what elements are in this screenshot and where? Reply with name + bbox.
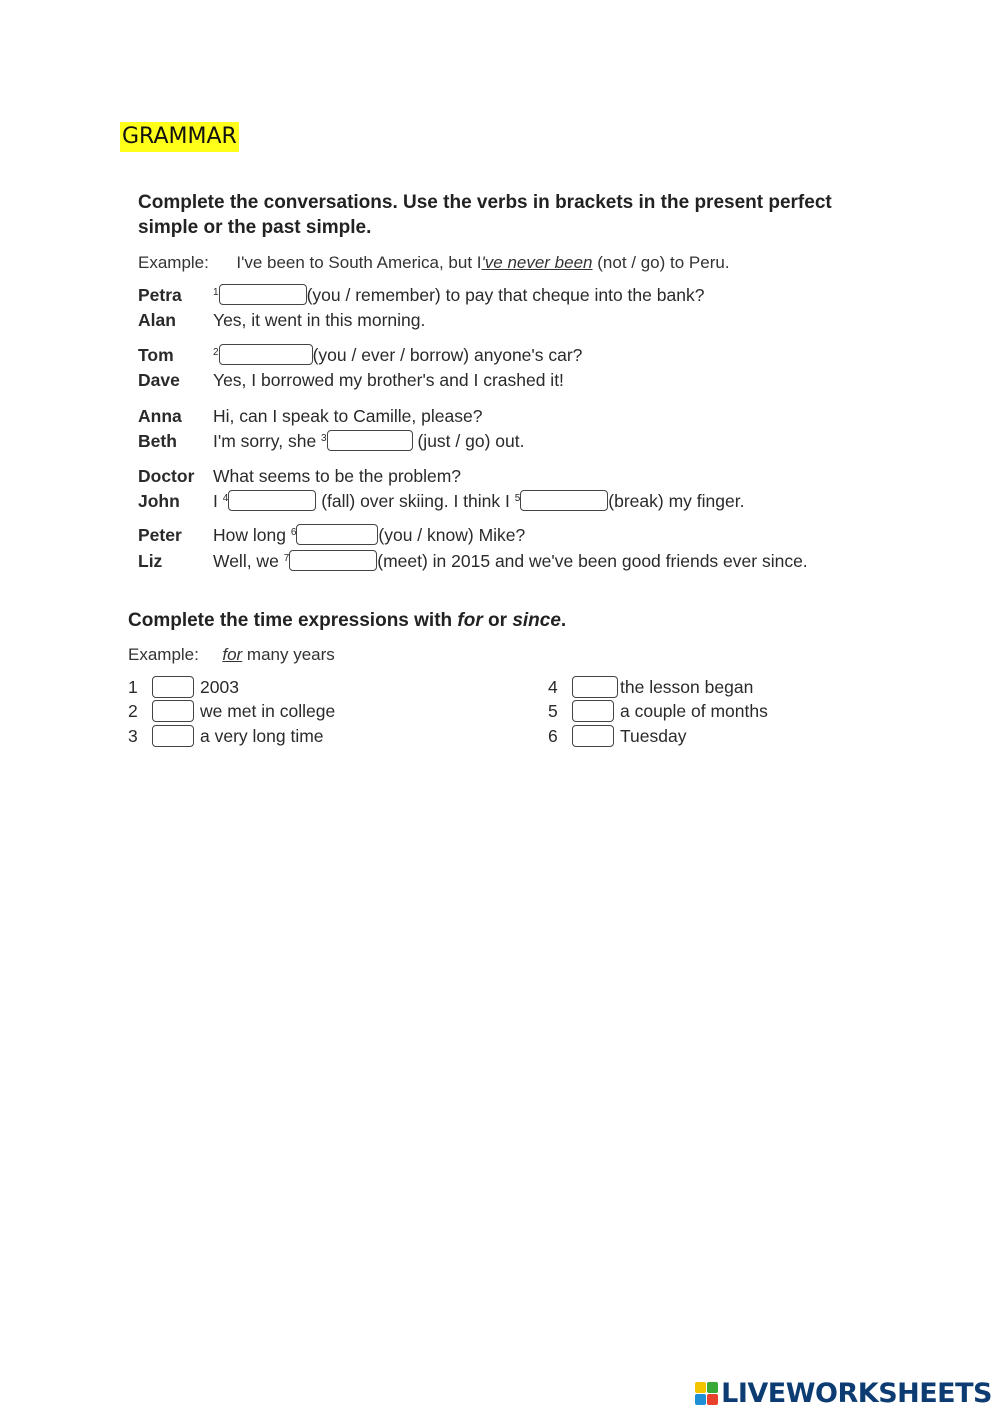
conversation-line-tom [138, 343, 582, 367]
line-after: (you / ever / borrow) anyone's car? [312, 345, 583, 365]
answer-box-1[interactable] [219, 284, 307, 305]
question-number: 6 [290, 527, 297, 538]
logo-square-green [707, 1382, 718, 1393]
logo-mark-icon [695, 1382, 718, 1405]
item-text: 2003 [200, 677, 239, 697]
answer-box-6[interactable] [296, 524, 378, 545]
for-since-box-1[interactable] [152, 676, 194, 698]
for-since-box-3[interactable] [152, 725, 194, 747]
line-before: I'm sorry, she [213, 431, 317, 451]
answer-box-4[interactable] [228, 490, 316, 511]
speaker-name: Doctor [138, 466, 195, 486]
line-after: (fall) over skiing. I think I [321, 491, 510, 511]
line-before: I [213, 491, 218, 511]
exercise1-instruction-line2: simple or the past simple. [138, 217, 372, 238]
logo-square-red [707, 1394, 718, 1405]
line-after: (you / remember) to pay that cheque into the bank? [306, 285, 705, 305]
question-number-5: 5 [514, 493, 521, 504]
conversation-line-anna [138, 404, 482, 428]
question-number: 4 [222, 493, 229, 504]
conversation-line-dave [138, 368, 564, 392]
conversation-line-liz [138, 549, 808, 573]
conversation-line-petra [138, 283, 704, 307]
example-before: I've been to South America, but I [236, 253, 482, 272]
speaker-name: Anna [138, 406, 182, 426]
answer-box-2[interactable] [219, 344, 313, 365]
speaker-name: Alan [138, 310, 176, 330]
answer-box-5[interactable] [520, 490, 608, 511]
item-text: a very long time [200, 726, 324, 746]
answer-box-3[interactable] [327, 430, 413, 451]
item-number: 6 [548, 726, 558, 746]
conversation-line-doctor [138, 464, 461, 488]
item-number: 5 [548, 701, 558, 721]
question-number: 1 [213, 287, 219, 298]
speaker-name: Beth [138, 431, 177, 451]
line-after: (you / know) Mike? [378, 525, 526, 545]
exercise1-example [138, 253, 730, 273]
question-number: 3 [321, 433, 327, 444]
example-after: (not / go) to Peru. [597, 253, 730, 272]
speaker-name: Liz [138, 551, 163, 571]
example-answer: 've never been [481, 253, 593, 272]
answer-box-7[interactable] [289, 550, 377, 571]
question-number: 2 [213, 347, 219, 358]
item-number: 2 [128, 701, 138, 721]
instruction-since: since [512, 610, 561, 631]
line-text: Yes, I borrowed my brother's and I crashed it! [213, 370, 564, 390]
speaker-name: Peter [138, 525, 182, 545]
speaker-name: Dave [138, 370, 180, 390]
item-number: 1 [128, 677, 138, 697]
item-number: 3 [128, 726, 138, 746]
logo-square-yellow [695, 1382, 706, 1393]
example-answer: for [222, 645, 243, 664]
line-after: (just / go) out. [417, 431, 525, 451]
for-since-box-5[interactable] [572, 700, 614, 722]
conversation-line-peter [138, 523, 525, 547]
for-since-box-4[interactable] [572, 676, 618, 698]
example-after: many years [246, 645, 335, 664]
logo-text: LIVEWORKSHEETS [721, 1378, 992, 1409]
item-text: we met in college [200, 701, 336, 721]
time-expression-item-2 [128, 699, 335, 723]
time-expression-item-4 [548, 675, 753, 699]
instruction-for: for [457, 610, 483, 631]
item-number: 4 [548, 677, 558, 697]
conversation-line-beth [138, 429, 524, 453]
exercise2-example [128, 645, 335, 665]
question-number: 7 [283, 553, 290, 564]
time-expression-item-5 [548, 699, 768, 723]
time-expression-item-1 [128, 675, 239, 699]
speaker-name: Tom [138, 345, 174, 365]
instruction-start: Complete the time expressions with [128, 610, 453, 631]
line-text: Yes, it went in this morning. [213, 310, 426, 330]
item-text: the lesson began [620, 677, 754, 697]
line-after-2: (break) my finger. [608, 491, 745, 511]
conversation-line-john [138, 489, 744, 513]
instruction-or: or [488, 610, 508, 631]
example-label: Example: [138, 253, 209, 272]
conversation-line-alan [138, 308, 425, 332]
exercise1-instruction-line1: Complete the conversations. Use the verbs in brackets in the present perfect [138, 192, 832, 213]
liveworksheets-logo [695, 1378, 992, 1409]
example-label: Example: [128, 645, 199, 664]
time-expression-item-3 [128, 724, 324, 748]
for-since-box-2[interactable] [152, 700, 194, 722]
item-text: Tuesday [620, 726, 687, 746]
logo-square-blue [695, 1394, 706, 1405]
instruction-end: . [560, 610, 567, 631]
exercise2-instruction [128, 610, 566, 632]
item-text: a couple of months [620, 701, 768, 721]
speaker-name: John [138, 491, 180, 511]
line-text: What seems to be the problem? [213, 466, 462, 486]
time-expression-item-6 [548, 724, 686, 748]
for-since-box-6[interactable] [572, 725, 614, 747]
line-text: Hi, can I speak to Camille, please? [213, 406, 483, 426]
grammar-heading: GRAMMAR [120, 122, 239, 152]
line-before: Well, we [213, 551, 279, 571]
speaker-name: Petra [138, 285, 182, 305]
line-after: (meet) in 2015 and we've been good friends ever since. [377, 551, 808, 571]
line-before: How long [213, 525, 286, 545]
